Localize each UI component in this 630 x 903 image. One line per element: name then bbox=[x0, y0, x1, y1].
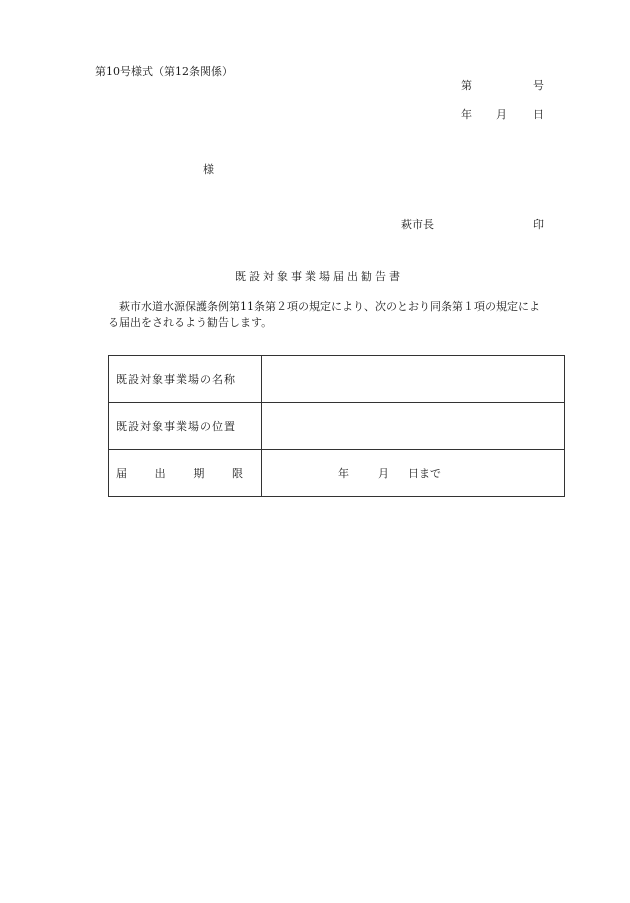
deadline-field[interactable] bbox=[262, 450, 565, 497]
seal-mark: 印 bbox=[533, 218, 544, 231]
date-month: 月 bbox=[496, 108, 507, 121]
document-number-prefix: 第 bbox=[461, 79, 472, 92]
table-row bbox=[109, 403, 565, 450]
body-paragraph bbox=[108, 299, 568, 331]
deadline-label bbox=[109, 450, 262, 497]
issuer-name: 萩市長 bbox=[401, 218, 434, 231]
table-row bbox=[109, 450, 565, 497]
facility-name-label: 既設対象事業場の名称 bbox=[109, 356, 262, 403]
facility-location-label: 既設対象事業場の位置 bbox=[109, 403, 262, 450]
deadline-label-char: 限 bbox=[231, 467, 244, 480]
document-number-suffix: 号 bbox=[533, 79, 544, 92]
info-table bbox=[108, 355, 565, 497]
deadline-label-char: 期 bbox=[193, 467, 206, 480]
facility-name-field[interactable] bbox=[262, 356, 565, 403]
body-line-2: る届出をされるよう勧告します。 bbox=[108, 316, 273, 329]
table-row bbox=[109, 356, 565, 403]
facility-location-field[interactable] bbox=[262, 403, 565, 450]
body-line-1: 萩市水道水源保護条例第11条第２項の規定により、次のとおり同条第１項の規定によ bbox=[119, 300, 540, 313]
date-day: 日 bbox=[533, 108, 544, 121]
document-title: 既設対象事業場届出勧告書 bbox=[235, 270, 403, 283]
deadline-day: 日まで bbox=[408, 467, 441, 480]
deadline-label-char: 出 bbox=[154, 467, 167, 480]
date-year: 年 bbox=[461, 108, 472, 121]
form-number-label: 第10号様式（第12条関係） bbox=[95, 65, 233, 78]
deadline-label-char: 届 bbox=[116, 467, 128, 480]
deadline-month: 月 bbox=[378, 467, 389, 480]
deadline-year: 年 bbox=[338, 467, 349, 480]
addressee-honorific: 様 bbox=[203, 163, 214, 176]
